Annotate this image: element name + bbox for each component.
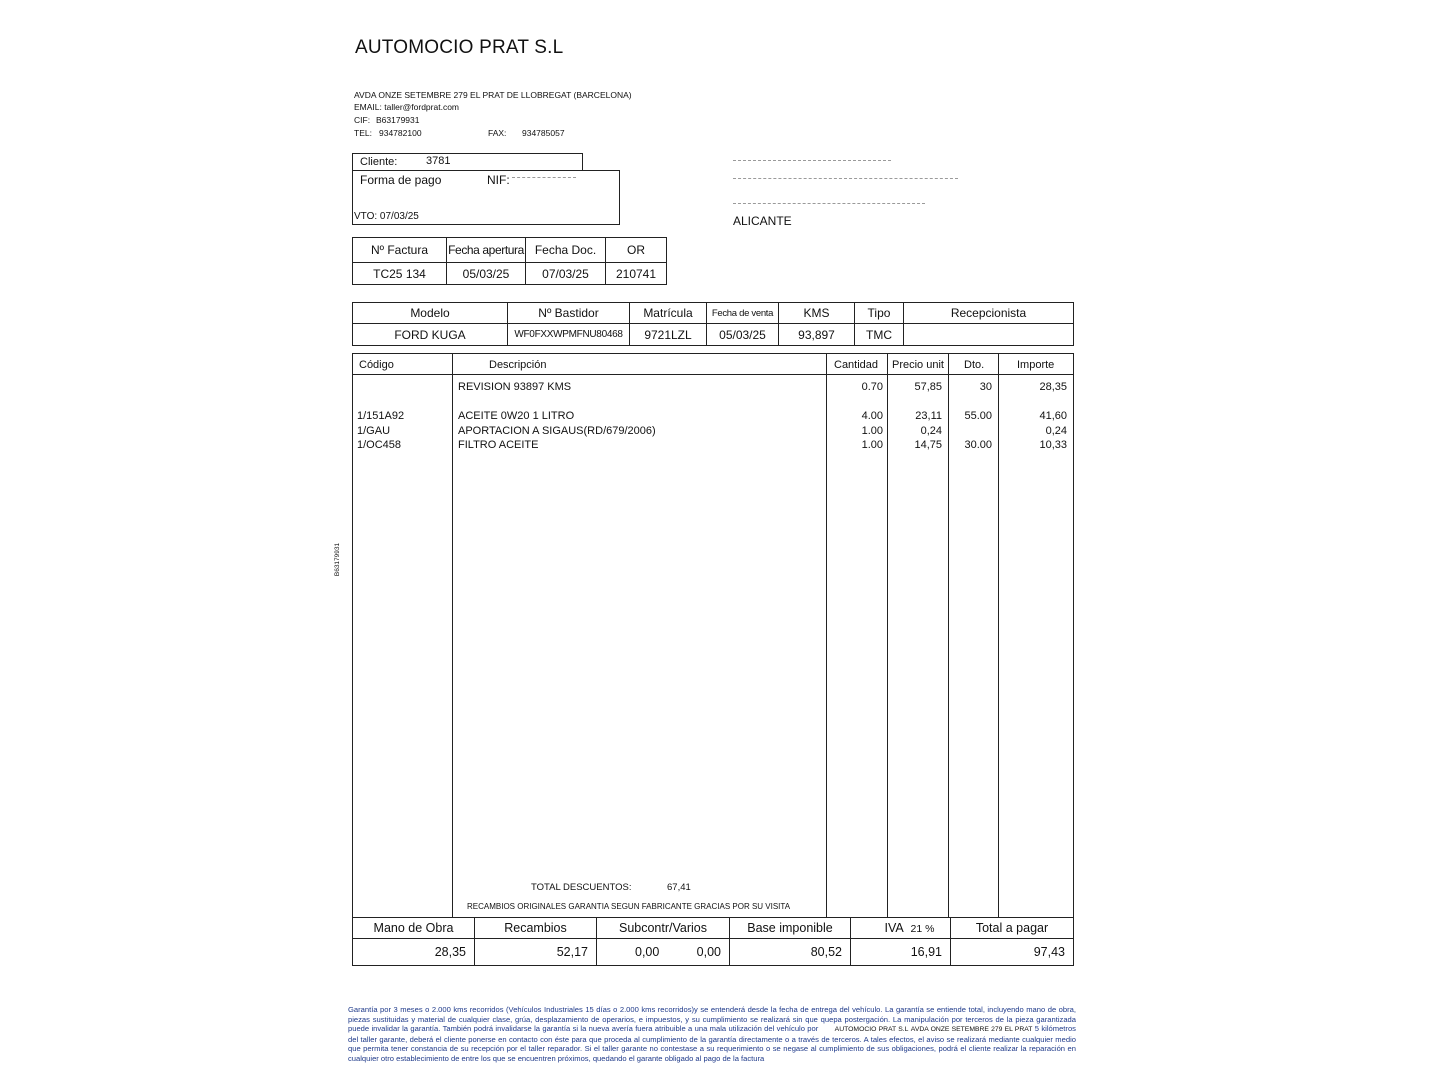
total-discounts-label: TOTAL DESCUENTOS: xyxy=(531,882,632,893)
col-divider-code xyxy=(452,353,453,918)
line-item-discount: 55.00 xyxy=(964,410,992,422)
fax-value: 934785057 xyxy=(522,128,565,138)
or-header: OR xyxy=(606,238,667,263)
model-header: Modelo xyxy=(353,303,508,324)
invoice-number: TC25 134 xyxy=(353,263,447,285)
nif-redacted xyxy=(512,177,576,187)
client-label: Cliente: xyxy=(360,156,398,168)
tel-value: 934782100 xyxy=(379,128,422,138)
line-items-box xyxy=(352,353,1074,918)
labor-header: Mano de Obra xyxy=(353,918,475,939)
unit-price-header: Precio unit xyxy=(892,359,944,371)
nif-label: NIF: xyxy=(487,173,510,187)
cif-value: B63179931 xyxy=(376,115,420,125)
plate-header: Matrícula xyxy=(630,303,707,324)
iva-label: IVA xyxy=(884,921,904,935)
due-date: VTO: 07/03/25 xyxy=(354,211,419,222)
line-item-quantity: 1.00 xyxy=(861,425,883,437)
line-item-amount: 41,60 xyxy=(1039,410,1067,422)
line-item-unit-price: 14,75 xyxy=(914,439,942,451)
line-item-unit-price: 57,85 xyxy=(914,381,942,393)
total-value: 97,43 xyxy=(951,939,1074,966)
kms-header: KMS xyxy=(779,303,855,324)
parts-header: Recambios xyxy=(475,918,597,939)
total-header: Total a pagar xyxy=(951,918,1074,939)
line-item-amount: 0,24 xyxy=(1045,425,1067,437)
recipient-city: ALICANTE xyxy=(733,214,792,228)
quantity-header: Cantidad xyxy=(834,359,879,371)
chassis-value: WF0FXXWPMFNU80468 xyxy=(508,324,630,346)
line-item-unit-price: 0,24 xyxy=(920,425,942,437)
recipient-line-1-redacted xyxy=(733,160,891,170)
line-item-description: ACEITE 0W20 1 LITRO xyxy=(458,410,575,422)
taxable-base-header: Base imponible xyxy=(730,918,851,939)
sale-date-value: 05/03/25 xyxy=(707,324,779,346)
doc-date-header: Fecha Doc. xyxy=(526,238,606,263)
iva-rate: 21 % xyxy=(910,923,935,935)
invoice-number-header: Nº Factura xyxy=(353,238,447,263)
kms-value: 93,897 xyxy=(779,324,855,346)
recipient-line-2-redacted xyxy=(733,178,958,188)
company-address: AVDA ONZE SETEMBRE 279 EL PRAT DE LLOBREGAT (BARCELONA) xyxy=(354,90,632,100)
or-number: 210741 xyxy=(606,263,667,285)
receptionist-header: Recepcionista xyxy=(904,303,1074,324)
invoice-info-table xyxy=(352,237,667,285)
opening-date: 05/03/25 xyxy=(447,263,526,285)
line-item-amount: 28,35 xyxy=(1039,381,1067,393)
iva-value: 16,91 xyxy=(851,939,951,966)
company-email: EMAIL: taller@fordprat.com xyxy=(354,102,459,112)
line-item-unit-price: 23,11 xyxy=(915,410,942,422)
warranty-paragraph-2: 5 kilómetros del taller garante, deberá el cliente ponerse en contacto con éste para que proceda al cumplimiento de la garantía directamente o a través de terceros. A tales efectos, el aviso se realizará mediante cualquier medio que permita tener constancia de su recepción por el taller reparador. Si el taller garante no contestase a su requerimiento o se negase al cumplimiento de sus obligaciones, podrá el cliente realizar la reparación en cualquier otro establecimiento de entre los que se encuentren próximos, quedando el garante obligado al pago de la factura xyxy=(348,1024,1076,1063)
footer-note: RECAMBIOS ORIGINALES GARANTIA SEGUN FABRICANTE GRACIAS POR SU VISITA xyxy=(467,902,791,911)
totals-table xyxy=(352,917,1074,966)
col-divider-qty xyxy=(887,353,888,918)
line-item-description: REVISION 93897 KMS xyxy=(458,381,572,393)
model-value: FORD KUGA xyxy=(353,324,508,346)
doc-date: 07/03/25 xyxy=(526,263,606,285)
line-item-code: 1/151A92 xyxy=(357,410,405,422)
recipient-line-3-redacted xyxy=(733,203,925,213)
cif-label: CIF: xyxy=(354,115,371,125)
line-item-code: 1/OC458 xyxy=(357,439,402,451)
line-item-quantity: 4.00 xyxy=(861,410,883,422)
line-item-description: FILTRO ACEITE xyxy=(458,439,539,451)
line-item-code: 1/GAU xyxy=(357,425,391,437)
opening-date-header: Fecha apertura xyxy=(447,238,526,263)
taxable-base-value: 80,52 xyxy=(730,939,851,966)
col-divider-price xyxy=(948,353,949,918)
description-header: Descripción xyxy=(489,359,547,371)
total-discounts-value: 67,41 xyxy=(667,882,691,893)
plate-value: 9721LZL xyxy=(630,324,707,346)
vehicle-table xyxy=(352,302,1074,346)
col-divider-desc xyxy=(826,353,827,918)
subcontract-value-2: 0,00 xyxy=(696,945,721,959)
iva-header xyxy=(851,918,951,939)
fax-label: FAX: xyxy=(488,128,507,138)
type-header: Tipo xyxy=(855,303,904,324)
warranty-company-name: AUTOMOCIO PRAT S.L xyxy=(834,1026,909,1034)
tel-label: TEL: xyxy=(354,128,372,138)
subcontract-values xyxy=(597,939,730,966)
warranty-text xyxy=(348,1005,1076,1064)
discount-header: Dto. xyxy=(964,359,985,371)
labor-value: 28,35 xyxy=(353,939,475,966)
chassis-header: Nº Bastidor xyxy=(508,303,630,324)
line-item-quantity: 0.70 xyxy=(861,381,883,393)
warranty-paragraph-1: Garantía por 3 meses o 2.000 kms recorridos (Vehículos Industriales 15 días o 2.000 kms recorridos)y se entenderá desde la fecha de entrega del vehículo. La garantía se entiende total, incluyendo mano de obra, piezas sustituidas y material de cualquier clase, grúa, desplazamiento de operarios, e impuestos, y su cumplimiento se realizará sin que quepa postergación. La manipulación por terceros de la pieza garantizada puede invalidar la garantía. También podrá invalidarse la garantía si la nueva avería fuera atribuible a una mala utilización del vehículo por xyxy=(348,1005,1076,1034)
warranty-company-address: AVDA ONZE SETEMBRE 279 EL PRAT xyxy=(910,1026,1033,1034)
side-cif-stamp: B63179931 xyxy=(334,542,342,577)
receptionist-value xyxy=(904,324,1074,346)
line-item-discount: 30 xyxy=(979,381,992,393)
line-item-quantity: 1.00 xyxy=(861,439,883,451)
sale-date-header: Fecha de venta xyxy=(707,303,779,324)
type-value: TMC xyxy=(855,324,904,346)
line-item-description: APORTACION A SIGAUS(RD/679/2006) xyxy=(458,425,656,437)
subcontract-value-1: 0,00 xyxy=(635,945,660,959)
client-number: 3781 xyxy=(426,155,451,167)
line-item-discount: 30.00 xyxy=(964,439,992,451)
subcontract-header: Subcontr/Varios xyxy=(597,918,730,939)
payment-label: Forma de pago xyxy=(360,173,442,187)
line-item-amount: 10,33 xyxy=(1039,439,1067,451)
amount-header: Importe xyxy=(1017,359,1055,371)
code-header: Código xyxy=(359,359,394,371)
line-items-header-divider xyxy=(352,374,1074,375)
parts-value: 52,17 xyxy=(475,939,597,966)
col-divider-disc xyxy=(998,353,999,918)
company-name: AUTOMOCIO PRAT S.L xyxy=(355,37,564,58)
